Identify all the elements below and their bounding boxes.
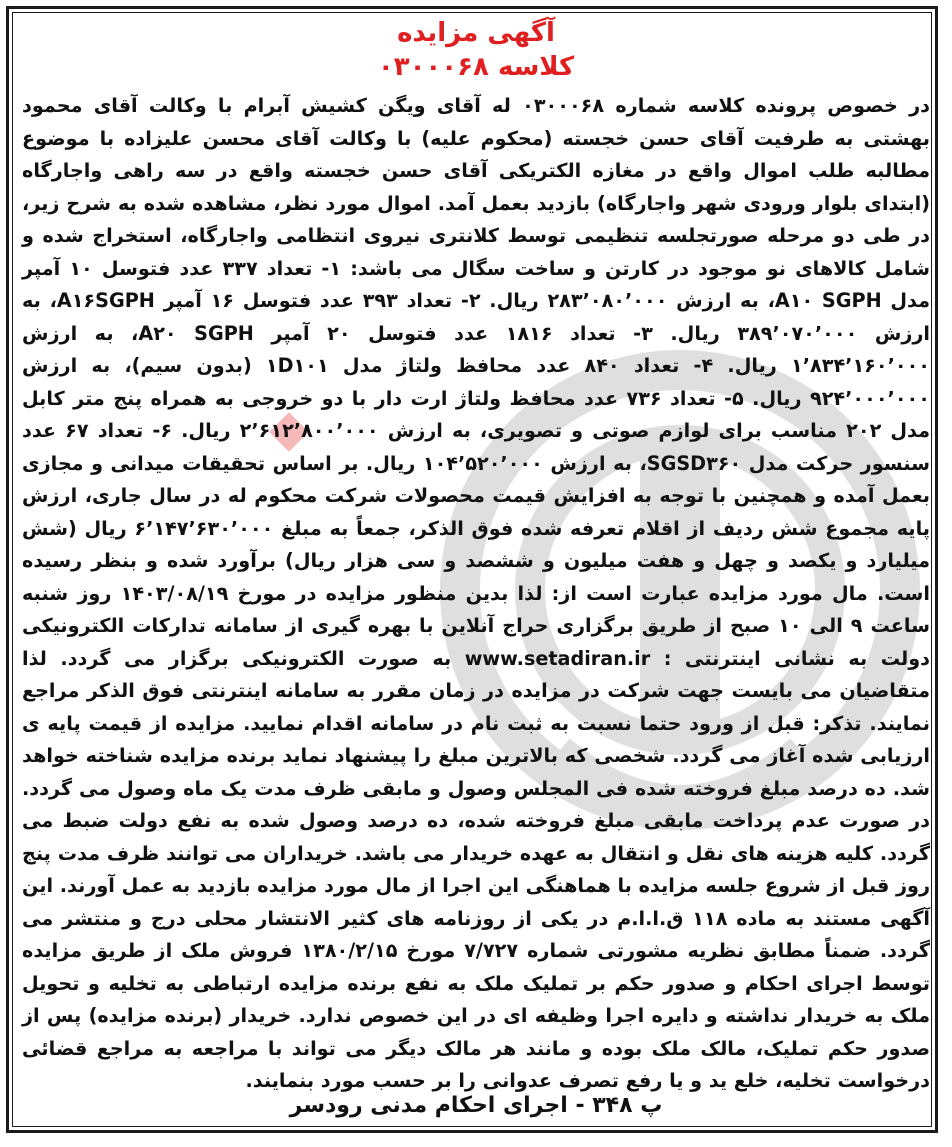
- notice-title: آگهی مزایده: [397, 18, 555, 48]
- notice-signature: پ ۳۴۸ - اجرای احکام مدنی رودسر: [289, 1093, 663, 1118]
- notice-body: در خصوص پرونده کلاسه شماره ۰۳۰۰۰۶۸ له آقای ویگن کشیش آبرام با وکالت آقای محمود بهشتی به طرفیت آقای حسن خجسته (محکوم علیه) با وکالت آقای محسن علیزاده با موضوع مطالبه طلب اموال واقع در مغازه الکتریکی آقای حسن خجسته واقع در سه راهی واجارگاه (ابتدای بلوار ورودی شهر واجارگاه) بازدید بعمل آمد. اموال مورد نظر، مشاهده شده به شرح زیر، در طی دو مرحله صورتجلسه تنظیمی توسط کلانتری نیروی انتظامی واجارگاه، استخراج شده و شامل کالاهای نو موجود در کارتن و ساخت سگال می باشد: ۱- تعداد ۳۳۷ عدد فتوسل ۱۰ آمپر مدل A۱۰ SGPH، به ارزش ۲۸۳٬۰۸۰٬۰۰۰ ریال. ۲- تعداد ۳۹۳ عدد فتوسل ۱۶ آمپر A۱۶SGPH، به ارزش ۳۸۹٬۰۷۰٬۰۰۰ ریال. ۳- تعداد ۱۸۱۶ عدد فتوسل ۲۰ آمپر A۲۰ SGPH، به ارزش ۱٬۸۳۴٬۱۶۰٬۰۰۰ ریال. ۴- تعداد ۸۴۰ عدد محافظ ولتاژ مدل ۱D۱۰۱ (بدون سیم)، به ارزش ۹۲۴٬۰۰۰٬۰۰۰ ریال. ۵- تعداد ۷۳۶ عدد محافظ ولتاژ ارت دار با دو خروجی به همراه پنج متر کابل مدل ۲۰۲ مناسب برای لوازم صوتی و تصویری، به ارزش ۲٬۶۱۲٬۸۰۰٬۰۰۰ ریال. ۶- تعداد ۶۷ عدد سنسور حرکت مدل SGSD۳۶۰، به ارزش ۱۰۴٬۵۲۰٬۰۰۰ ریال. بر اساس تحقیقات میدانی و مجازی بعمل آمده و همچنین با توجه به افزایش قیمت محصولات شرکت محکوم له در سال جاری، ارزش پایه مجموع شش ردیف از اقلام تعرفه شده فوق الذکر، جمعاً به مبلغ ۶٬۱۴۷٬۶۳۰٬۰۰۰ ریال (شش میلیارد و یکصد و چهل و هفت میلیون و ششصد و سی هزار ریال) برآورد شده و بنظر رسیده است. مال مورد مزایده عبارت است از: لذا بدین منظور مزایده در مورخ ۱۴۰۳/۰۸/۱۹ روز شنبه ساعت ۹ الی ۱۰ صبح از طریق برگزاری حراج آنلاین با بهره گیری از سامانه تدارکات الکترونیکی دولت به نشانی اینترنتی : www.setadiran.ir به صورت الکترونیکی برگزار می گردد. لذا متقاضیان می بایست جهت شرکت در مزایده در زمان مقرر به سامانه اینترنتی فوق الذکر مراجع نمایند. تذکر: قبل از ورود حتما نسبت به ثبت نام در سامانه اقدام نمایید. مزایده از قیمت پایه ی ارزیابی شده آغاز می گردد. شخصی که بالاترین مبلغ را پیشنهاد نماید برنده مزایده شناخته خواهد شد. ده درصد مبلغ فروخته شده فی المجلس وصول و مابقی ظرف مدت یک ماه وصول می گردد. در صورت عدم پرداخت مابقی مبلغ فروخته شده، ده درصد وصول شده به نفع دولت ضبط می گردد. کلیه هزینه های نقل و انتقال به عهده خریدار می باشد. خریداران می توانند ظرف مدت پنج روز قبل از شروع جلسه مزایده با هماهنگی این اجرا از مال مورد مزایده بازدید به عمل آورند. این آگهی مستند به ماده ۱۱۸ ق.ا.ا.م در یکی از روزنامه های کثیر الانتشار محلی درج و منتشر می گردد. ضمناً مطابق نظریه مشورتی شماره ۷/۷۲۷ مورخ ۱۳۸۰/۲/۱۵ فروش ملک از طریق مزایده توسط اجرای احکام و صدور حکم بر تملیک ملک به نفع برنده مزایده ارتباطی به تخلیه و تحویل ملک به خریدار نداشته و دایره اجرا وظیفه ای در این خصوص ندارد. خریدار (برنده مزایده) پس از صدور حکم تملیک، مالک ملک بوده و مانند هر مالک دیگر می تواند با مراجعه به مراجع قضائی درخواست تخلیه، خلع ید و یا رفع تصرف عدوانی را بر حسب مورد بنمایند.: [22, 94, 931, 1092]
- notice-case-number: کلاسه ۰۳۰۰۰۶۸: [377, 52, 575, 82]
